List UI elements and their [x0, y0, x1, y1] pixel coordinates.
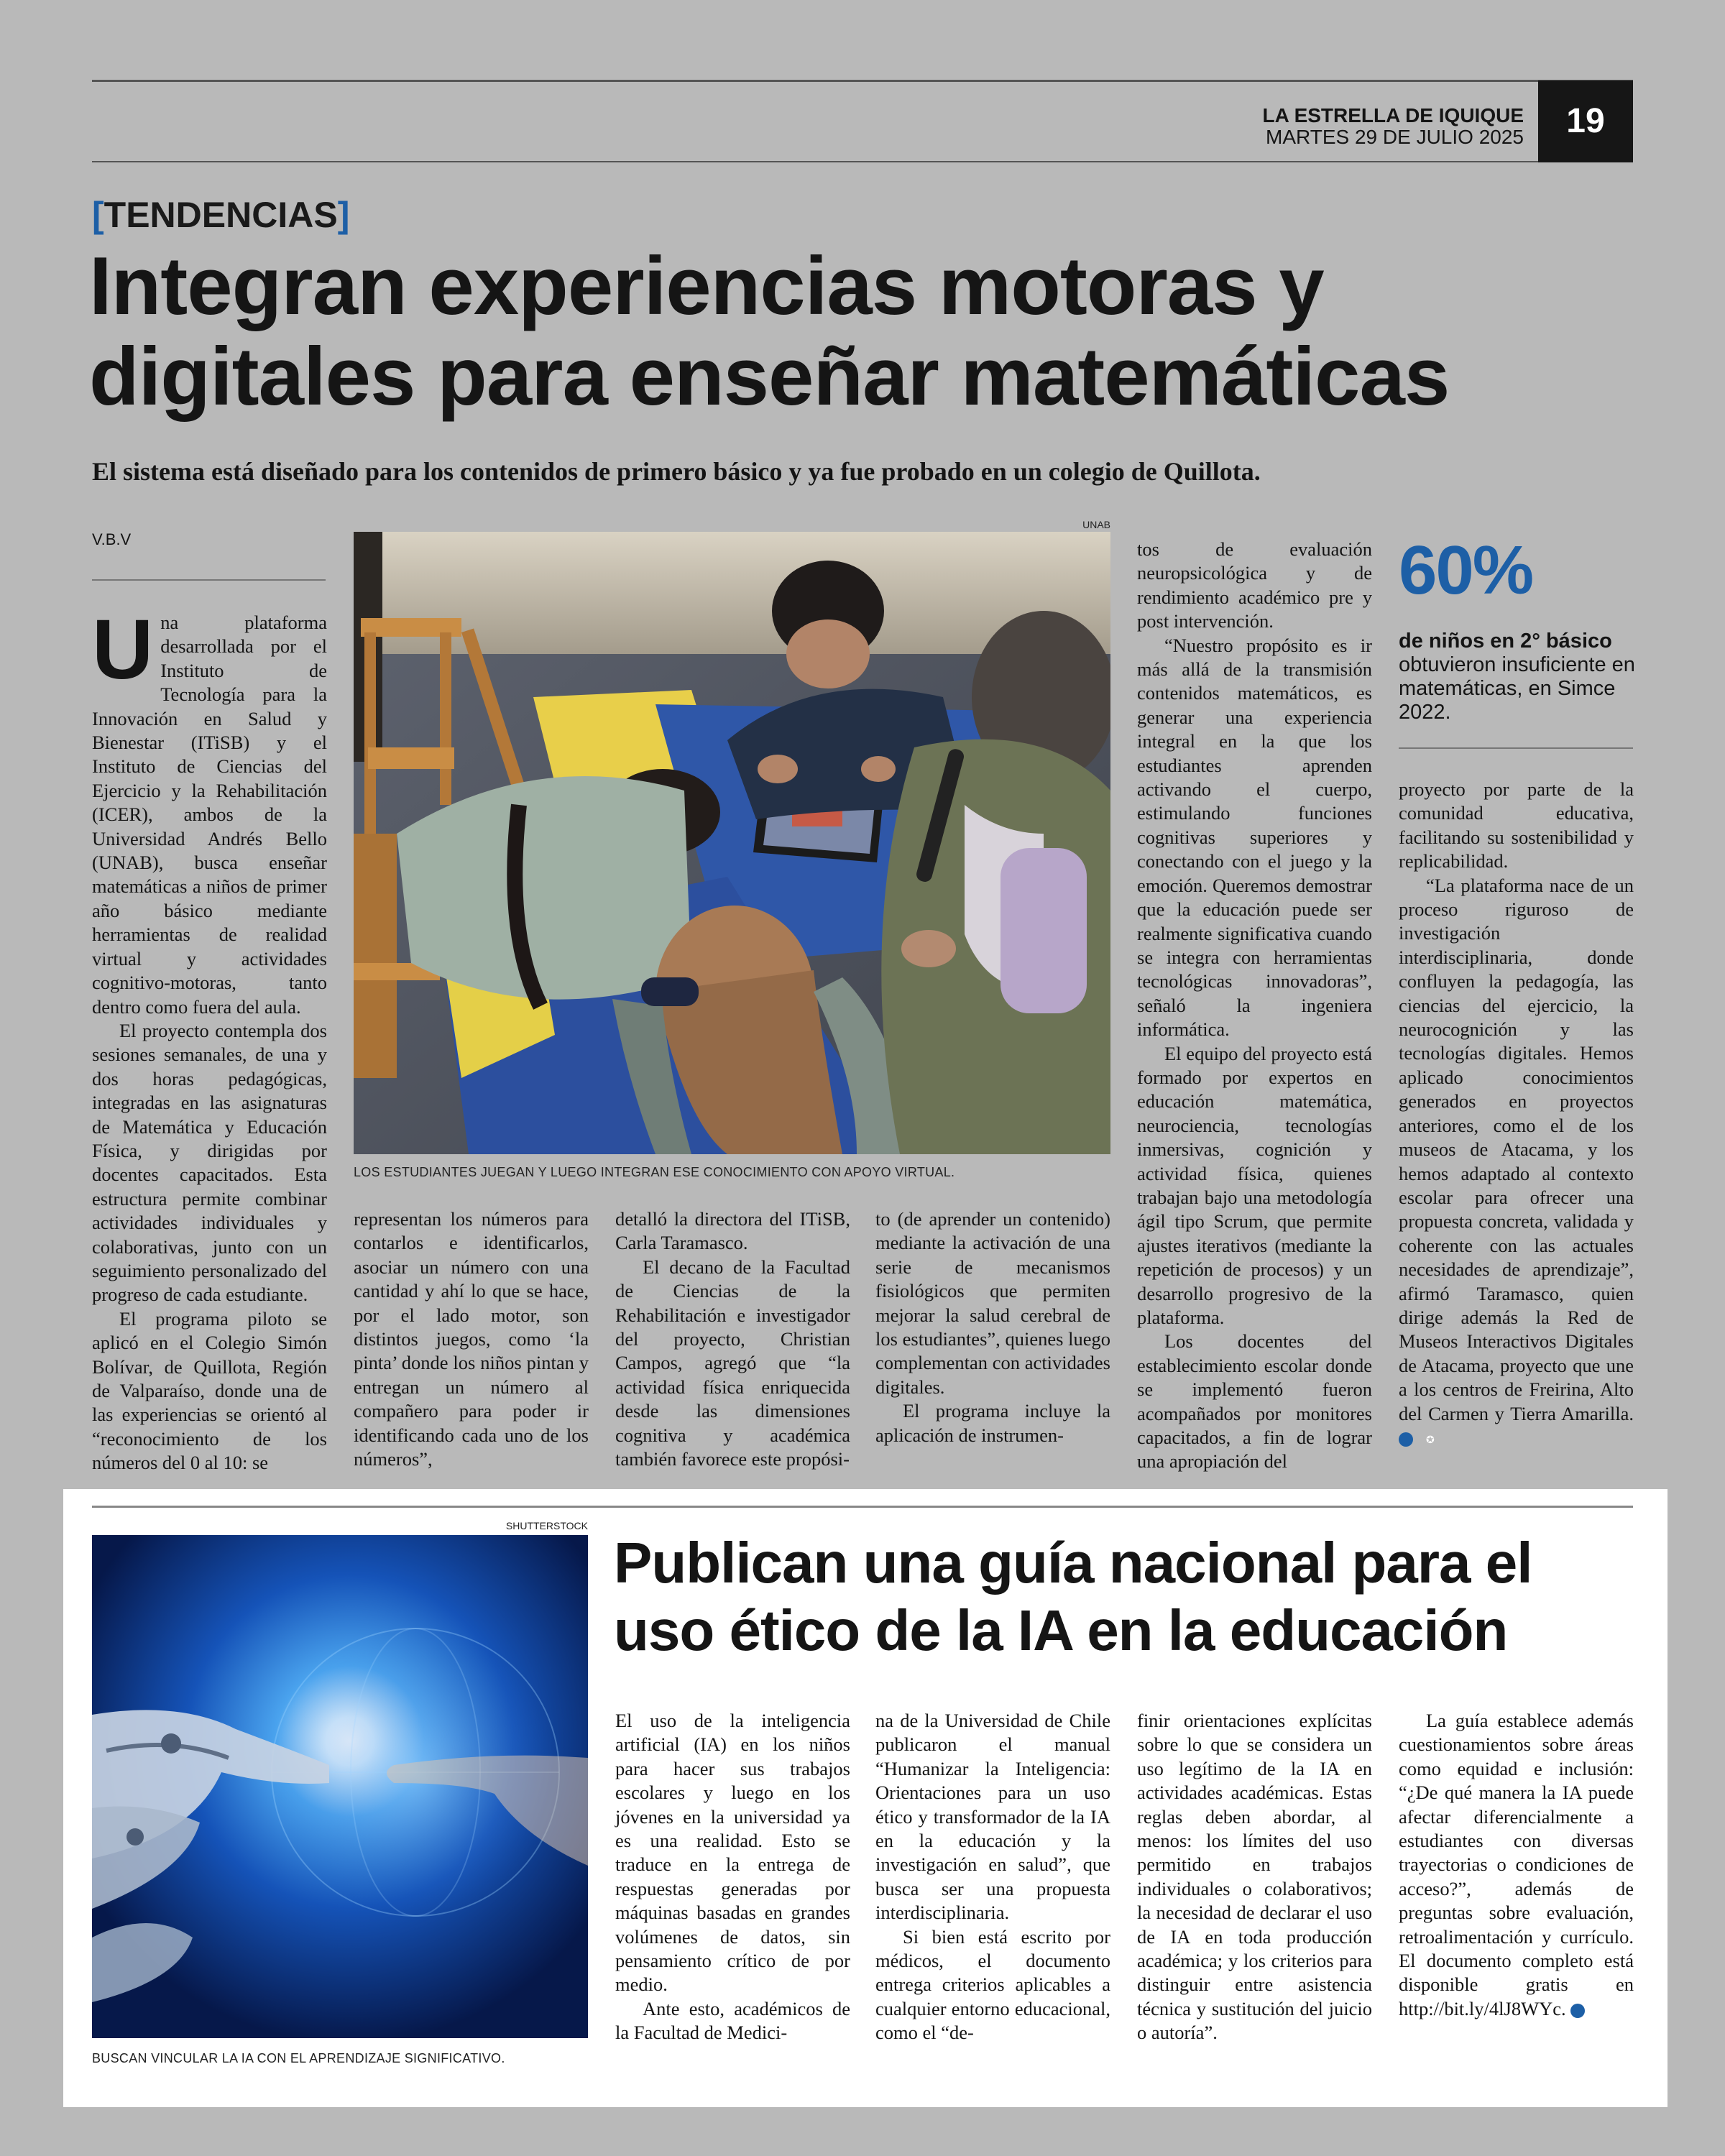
- photo-credit: UNAB: [1082, 519, 1110, 530]
- header-bottom-rule: [92, 161, 1538, 162]
- article1-col5-paragraph-2: “Nuestro propósito es ir más allá de la transmisión contenidos matemáticos, es generar una experiencia integral en la que los estudiantes aprenden activando el cuerpo, estimulando funciones cognitivas superiores y conectando con el juego y la emoción. Queremos demostrar que la educación puede ser realmente significativa cuando se integra con herramientas tecnológicas innovadoras”, señaló la ingeniera informática.: [1137, 634, 1372, 1041]
- classroom-photo: [354, 532, 1110, 1154]
- article1-col6-text: “La plataforma nace de un proceso riguroso de investigación interdisciplinaria, donde confluyen la pedagogía, las ciencias del ejercicio, la neurocognición y las tecnologías digitales. Hemos aplicado conocimientos generados en proyectos anteriores, como el de los museos de Atacama, y los hemos adaptado al contexto escolar para ofrecer una propuesta concreta, validada y coherente con las actuales necesidades de aprendizaje”, afirmó Taramasco, quien dirige además la Red de Museos Interactivos Digitales de Atacama, proyecto que une a los centros de Freirina, Alto del Carmen y Tierra Amarilla.: [1399, 874, 1634, 1424]
- article1-col6-paragraph-1: proyecto por parte de la comunidad educativa, facilitando su sostenibilidad y replicabilidad.: [1399, 778, 1634, 872]
- headline-main: [89, 241, 1642, 423]
- article2-col4-text: La guía establece además cuestionamientos sobre áreas como equidad e inclusión: “¿De qué manera la IA puede afectar diferencialmente a estudiantes con diversas trayectorias o condiciones de acceso?”, además de preguntas sobre evaluación, retroalimentación y currículo. El documento completo está disponible gratis en http://bit.ly/4lJ8WYc.: [1399, 1710, 1634, 2019]
- headline-line-1: Integran experiencias motoras y: [89, 241, 1324, 332]
- headline2-line-1: Publican una guía nacional para el: [614, 1531, 1532, 1595]
- article2-column-4: [1399, 1709, 1634, 2021]
- article2-column-2: [875, 1709, 1110, 2045]
- photo-caption: LOS ESTUDIANTES JUEGAN Y LUEGO INTEGRAN ESE CONOCIMIENTO CON APOYO VIRTUAL.: [354, 1165, 955, 1179]
- article1-column-3: [615, 1207, 850, 1471]
- article1-column-5: [1137, 538, 1372, 1474]
- article1-col1-paragraph-1: na plataforma desarrollada por el Instituto de Tecnología para la Innovación en Salud y Bienestar (ITiSB) y el Instituto de Ciencias del Ejercicio y la Rehabilitación (ICER), ambos de la Universidad Andrés Bello (UNAB), busca enseñar matemáticas a niños de primer año básico mediante herramientas de realidad virtual y actividades cognitivo-motoras, tanto dentro como fuera del aula.: [92, 612, 327, 1018]
- article1-column-4: [875, 1207, 1110, 1447]
- article1-col3-paragraph-1: detalló la directora del ITiSB, Carla Taramasco.: [615, 1208, 850, 1254]
- headline2-line-2: uso ético de la IA en la educación: [614, 1598, 1508, 1662]
- article1-col6-paragraph-2: [1399, 874, 1634, 1450]
- photo2-credit: SHUTTERSTOCK: [505, 1520, 588, 1531]
- end-mark-icon-2: ✪: [1570, 2004, 1585, 2018]
- article1-column-2: [354, 1207, 589, 1471]
- newspaper-name: LA ESTRELLA DE IQUIQUE: [1262, 104, 1524, 126]
- article1-col5-paragraph-4: Los docentes del establecimiento escolar donde se implementó fueron acompañados por monitores capacitados, a fin de lograr una apropiación del: [1137, 1330, 1372, 1473]
- article2-col3-paragraph-1: finir orientaciones explícitas sobre lo que se considera un uso legítimo de la IA en actividades académicas. Estas reglas deben abordar, al menos: los límites del uso permitido en trabajos individuales o colaborativos; la necesidad de declarar el uso de IA en toda producción académica; y los criterios para distinguir entre asistencia técnica y sustitución del juicio o autoría”.: [1137, 1710, 1372, 2044]
- headline-second: [614, 1529, 1634, 1664]
- box-top-rule: [92, 1506, 1633, 1508]
- article2-col1-paragraph-1: El uso de la inteligencia artificial (IA) en los niños para hacer sus trabajos escolares y luego en los jóvenes en la universidad ya es una realidad. Esto se traduce en la entrega de respuestas generadas por máquinas basadas en grandes volúmenes de datos, sin pensamiento crítico de por medio.: [615, 1710, 850, 1996]
- article1-col3-paragraph-2: El decano de la Facultad de Ciencias de la Rehabilitación e investigador del proyecto, Christian Campos, agregó que “la actividad física enriquecida desde las dimensiones cognitiva y académica también favorece este propósi-: [615, 1256, 850, 1470]
- issue-date: MARTES 29 DE JULIO 2025: [1266, 126, 1524, 148]
- article2-col1-paragraph-2: Ante esto, académicos de la Facultad de Medici-: [615, 1997, 850, 2044]
- end-mark-icon: ✪: [1399, 1432, 1413, 1447]
- page-number: 19: [1538, 80, 1633, 162]
- article1-col5-paragraph-3: El equipo del proyecto está formado por expertos en educación matemática, neurociencia, tecnologías inmersivas, cognición y actividad física, quienes trabajan bajo una metodología ágil tipo Scrum, que permite ajustes iterativos (mediante la repetición de procesos) y un desarrollo progresivo de la plataforma.: [1137, 1042, 1372, 1328]
- article2-col2-paragraph-1: na de la Universidad de Chile publicaron el manual “Humanizar la Inteligencia: Orientaciones para un uso ético y transformador de la IA en la educación y la investigación en salud”, que busca ser una propuesta interdisciplinaria.: [875, 1710, 1110, 1924]
- ai-hands-photo: [92, 1535, 588, 2038]
- byline: V.B.V: [92, 530, 132, 548]
- drop-cap: U: [92, 602, 154, 697]
- ai-hands-illustration: [92, 1535, 588, 2038]
- article2-column-3: [1137, 1709, 1372, 2045]
- article1-col2-paragraph-1: representan los números para contarlos e identificarlos, asociar un número con una cantidad y ahí lo que se hace, por el lado motor, son distintos juegos, como ‘la pinta’ donde los niños pintan y entregan un número al compañero para poder ir identificando cada uno de los números”,: [354, 1208, 589, 1470]
- stat-bold: de niños en 2° básico: [1399, 630, 1612, 653]
- article2-column-1: [615, 1709, 850, 2045]
- article2-col4-paragraph-1: [1399, 1709, 1634, 2021]
- section-tag: [TENDENCIAS]: [92, 195, 350, 235]
- section-tag-label: TENDENCIAS: [104, 195, 338, 235]
- article1-col4-paragraph-2: El programa incluye la aplicación de instrumen-: [875, 1400, 1110, 1446]
- article1-col1-paragraph-3: El programa piloto se aplicó en el Colegio Simón Bolívar, de Quillota, Región de Valparaíso, donde una de las experiencias se orientó al “reconocimiento de los números del 0 al 10: se: [92, 1307, 327, 1474]
- article1-column-1: [92, 602, 327, 1474]
- stat-description: [1399, 630, 1636, 724]
- headline-line-2: digitales para enseñar matemáticas: [89, 331, 1450, 423]
- subtitle: El sistema está diseñado para los contenidos de primero básico y ya fue probado en un colegio de Quillota.: [92, 457, 1261, 486]
- stat-text: obtuvieron insuficiente en matemáticas, en Simce 2022.: [1399, 653, 1635, 724]
- classroom-photo-illustration: [354, 532, 1110, 1154]
- photo2-caption: BUSCAN VINCULAR LA IA CON EL APRENDIZAJE SIGNIFICATIVO.: [92, 2051, 505, 2065]
- top-rule: [92, 80, 1633, 82]
- article1-column-6: [1399, 778, 1634, 1450]
- article1-col5-paragraph-1: tos de evaluación neuropsicológica y de rendimiento académico pre y post intervención.: [1137, 538, 1372, 632]
- byline-rule: [92, 579, 326, 581]
- article1-col4-paragraph-1: to (de aprender un contenido) mediante la activación de una serie de mecanismos fisiológicos que permiten mejorar la salud cerebral de los estudiantes”, quienes luego complementan con actividades digitales.: [875, 1208, 1110, 1398]
- stat-value: 60%: [1399, 532, 1533, 609]
- article2-col2-paragraph-2: Si bien está escrito por médicos, el documento entrega criterios aplicables a cualquier entorno educacional, como el “de-: [875, 1925, 1110, 2044]
- article1-col1-paragraph-2: El proyecto contempla dos sesiones semanales, de una y dos horas pedagógicas, integradas en las asignaturas de Matemática y Educación Física, y dirigidas por docentes capacitados. Esta estructura permite combinar actividades individuales y colaborativas, junto con un seguimiento personalizado del progreso de cada estudiante.: [92, 1019, 327, 1306]
- stat-rule: [1399, 747, 1633, 749]
